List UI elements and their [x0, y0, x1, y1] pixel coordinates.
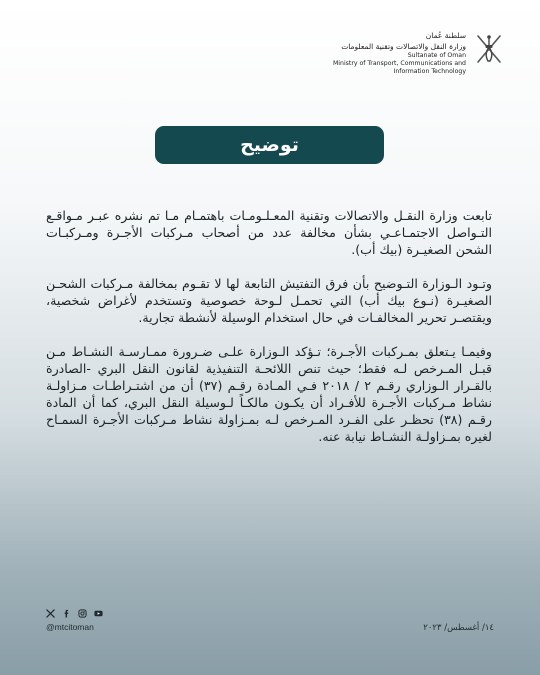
- paragraph-3: وفيمـا يـتعلق بمـركبات الأجـرة؛ تـؤكد الـوزارة علـى ضـرورة ممـارسـة النشـاط مـن قبـل المـرخص لـه فقط؛ حيث تنص اللائحـة التنفيذية لقانون النقل البري -الصادرة بالقـرار الـوزاري رقـم ٢ / ٢٠١٨ فـي المـادة رقـم (٣٧) أن من اشتـراطـات مـزاولـة نشاط مـركبات الأجـرة للأفـراد أن يكـون مالكـاً لـوسيلة النقل البري، كما أن المادة رقـم (٣٨) تحظـر على الفـرد المـرخص لـه بمـزاولة نشاط مـركبات الأجـرة السمـاح لغيره بمـزاولـة النشـاط نيابة عنه.: [46, 344, 492, 444]
- title-banner: [155, 126, 384, 164]
- ministry-header: [333, 30, 504, 76]
- paragraph-2: وتـود الـوزارة التـوضيح بأن فرق التفتيش التابعة لها لا تقـوم بمخالفة مـركبات الشحـن الصغيـرة (نـوع بيك أب) التي تحمـل لـوحة خصوصية وتستخدم لأغراض شخصية، ويقتصـر تحرير المخالفـات في حال استخدام الوسيلة لأنشطة تجارية.: [46, 276, 492, 325]
- oman-khanjar-emblem-icon: [474, 32, 504, 66]
- page-title: توضيح: [240, 134, 299, 156]
- ministry-name-block: [333, 30, 466, 76]
- ministry-name-en-line1: Sultanate of Oman: [407, 52, 466, 59]
- ministry-name-ar-line1: سلطنة عُمان: [425, 31, 466, 40]
- ministry-name-ar-line2: وزارة النقل والاتصالات وتقنية المعلومات: [341, 42, 466, 51]
- paragraph-1: تابعت وزارة النقـل والاتصالات وتقنية المعـلـومـات باهتمـام مـا تم نشره عبـر مـواقـع التـواصل الاجتمـاعـي بشأن مخالفة عدد من أصحاب مـركبات الأجـرة ومـركبـات الشحن الصغيـرة (بيك أب).: [46, 208, 492, 257]
- publish-date: ١٤/ أغسطس/ ٢٠٢٣: [423, 623, 494, 633]
- social-footer: [46, 609, 103, 632]
- x-icon[interactable]: [46, 609, 55, 618]
- instagram-icon[interactable]: [78, 609, 87, 618]
- facebook-icon[interactable]: [62, 609, 71, 618]
- social-handle[interactable]: @mtcitoman: [46, 622, 94, 632]
- statement-body: [46, 207, 492, 462]
- ministry-name-en-line3: Information Technology: [393, 68, 466, 75]
- youtube-icon[interactable]: [94, 609, 103, 618]
- social-icons: [46, 609, 103, 618]
- ministry-name-en-line2: Ministry of Transport, Communications and: [332, 60, 466, 67]
